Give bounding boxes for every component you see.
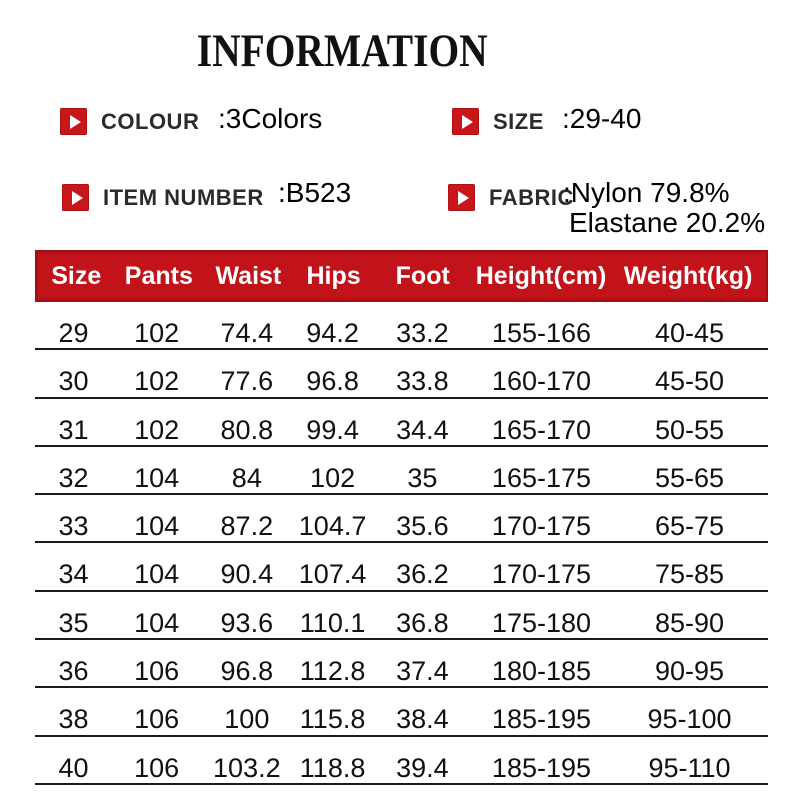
column-header: Size <box>51 261 102 290</box>
colour-label: COLOUR <box>101 108 200 134</box>
table-row <box>35 350 768 398</box>
play-icon <box>60 108 87 135</box>
table-cell: 102 <box>310 462 356 493</box>
column-header: Pants <box>124 261 193 290</box>
table-cell: 33.8 <box>396 366 449 397</box>
table-cell: 87.2 <box>220 511 274 542</box>
table-cell: 38.4 <box>396 704 449 735</box>
table-row <box>35 688 768 736</box>
table-row <box>35 543 768 591</box>
table-cell: 34 <box>58 559 89 590</box>
table-cell: 32 <box>58 462 89 493</box>
play-icon <box>452 108 479 135</box>
table-cell: 77.6 <box>220 366 274 397</box>
table-cell: 84 <box>231 462 262 493</box>
table-cell: 80.8 <box>220 414 274 445</box>
table-cell: 38 <box>58 704 89 735</box>
table-cell: 102 <box>134 414 180 445</box>
table-cell: 165-175 <box>491 462 592 493</box>
fabric-value-line2: Elastane 20.2% <box>569 207 766 238</box>
table-cell: 160-170 <box>491 366 592 397</box>
table-row <box>35 737 768 785</box>
table-cell: 185-195 <box>491 752 592 783</box>
table-cell: 104 <box>134 607 180 638</box>
table-cell: 102 <box>134 317 180 348</box>
table-cell: 85-90 <box>655 607 725 638</box>
table-cell: 118.8 <box>299 752 366 783</box>
size-value: :29-40 <box>562 103 642 134</box>
table-cell: 31 <box>58 414 89 445</box>
table-cell: 175-180 <box>491 607 592 638</box>
table-cell: 40-45 <box>655 317 725 348</box>
table-cell: 75-85 <box>655 559 725 590</box>
table-row <box>35 399 768 447</box>
table-cell: 39.4 <box>396 752 449 783</box>
table-cell: 94.2 <box>306 317 359 348</box>
table-cell: 90.4 <box>220 559 274 590</box>
table-row <box>35 302 768 350</box>
table-cell: 95-100 <box>647 704 732 735</box>
colour-field <box>60 108 199 135</box>
colour-value: :3Colors <box>218 103 323 134</box>
table-cell: 35.6 <box>396 511 449 542</box>
fabric-field <box>448 184 574 211</box>
table-cell: 65-75 <box>655 511 725 542</box>
table-cell: 90-95 <box>655 656 725 687</box>
page-title-text: INFORMATION <box>196 25 488 77</box>
size-field <box>452 108 544 135</box>
table-cell: 34.4 <box>396 414 449 445</box>
table-cell: 100 <box>224 704 270 735</box>
play-icon <box>62 184 89 211</box>
table-cell: 110.1 <box>299 607 366 638</box>
table-cell: 106 <box>134 656 180 687</box>
table-cell: 93.6 <box>220 607 274 638</box>
table-cell: 170-175 <box>491 559 592 590</box>
table-cell: 33.2 <box>396 317 449 348</box>
item-number-field <box>62 184 264 211</box>
table-cell: 36.8 <box>396 607 449 638</box>
play-triangle-icon <box>72 191 83 205</box>
item-number-label: ITEM NUMBER <box>103 184 264 210</box>
table-cell: 104 <box>134 511 180 542</box>
size-chart-table <box>35 250 768 785</box>
table-cell: 104 <box>134 559 180 590</box>
size-label: SIZE <box>493 108 544 134</box>
table-cell: 96.8 <box>220 656 274 687</box>
table-cell: 104.7 <box>298 511 367 542</box>
table-cell: 180-185 <box>491 656 592 687</box>
play-icon <box>448 184 475 211</box>
table-cell: 104 <box>134 462 180 493</box>
table-cell: 96.8 <box>306 366 359 397</box>
table-cell: 155-166 <box>491 317 592 348</box>
table-cell: 55-65 <box>655 462 725 493</box>
table-row <box>35 495 768 543</box>
table-cell: 74.4 <box>220 317 274 348</box>
fabric-label: FABRIC <box>489 184 574 210</box>
table-cell: 36 <box>58 656 89 687</box>
page-title <box>0 24 800 78</box>
table-cell: 35 <box>58 607 89 638</box>
size-table-header <box>35 250 768 302</box>
column-header: Foot <box>395 261 450 290</box>
table-cell: 33 <box>58 511 89 542</box>
table-cell: 30 <box>58 366 89 397</box>
column-header: Weight(kg) <box>623 261 753 290</box>
fabric-value <box>563 178 765 238</box>
table-cell: 36.2 <box>396 559 449 590</box>
item-number-value: :B523 <box>278 177 352 208</box>
table-cell: 95-110 <box>648 752 731 783</box>
table-cell: 35 <box>407 462 438 493</box>
table-row <box>35 592 768 640</box>
play-triangle-icon <box>462 115 473 129</box>
column-header: Waist <box>215 261 282 290</box>
table-cell: 40 <box>58 752 89 783</box>
table-cell: 45-50 <box>655 366 725 397</box>
table-row <box>35 447 768 495</box>
table-cell: 29 <box>58 317 89 348</box>
table-cell: 50-55 <box>655 414 725 445</box>
fabric-value-line1: :Nylon 79.8% <box>563 177 730 208</box>
table-cell: 165-170 <box>491 414 592 445</box>
table-cell: 106 <box>134 752 180 783</box>
size-table-body <box>35 302 768 785</box>
table-row <box>35 640 768 688</box>
table-cell: 115.8 <box>299 704 366 735</box>
column-header: Hips <box>306 261 361 290</box>
table-cell: 106 <box>134 704 180 735</box>
play-triangle-icon <box>70 115 81 129</box>
table-cell: 37.4 <box>396 656 449 687</box>
table-cell: 170-175 <box>491 511 592 542</box>
table-cell: 112.8 <box>299 656 366 687</box>
play-triangle-icon <box>458 191 469 205</box>
table-cell: 107.4 <box>298 559 367 590</box>
table-cell: 102 <box>134 366 180 397</box>
table-cell: 185-195 <box>491 704 592 735</box>
column-header: Height(cm) <box>475 261 607 290</box>
table-cell: 99.4 <box>306 414 359 445</box>
table-cell: 103.2 <box>213 752 281 783</box>
